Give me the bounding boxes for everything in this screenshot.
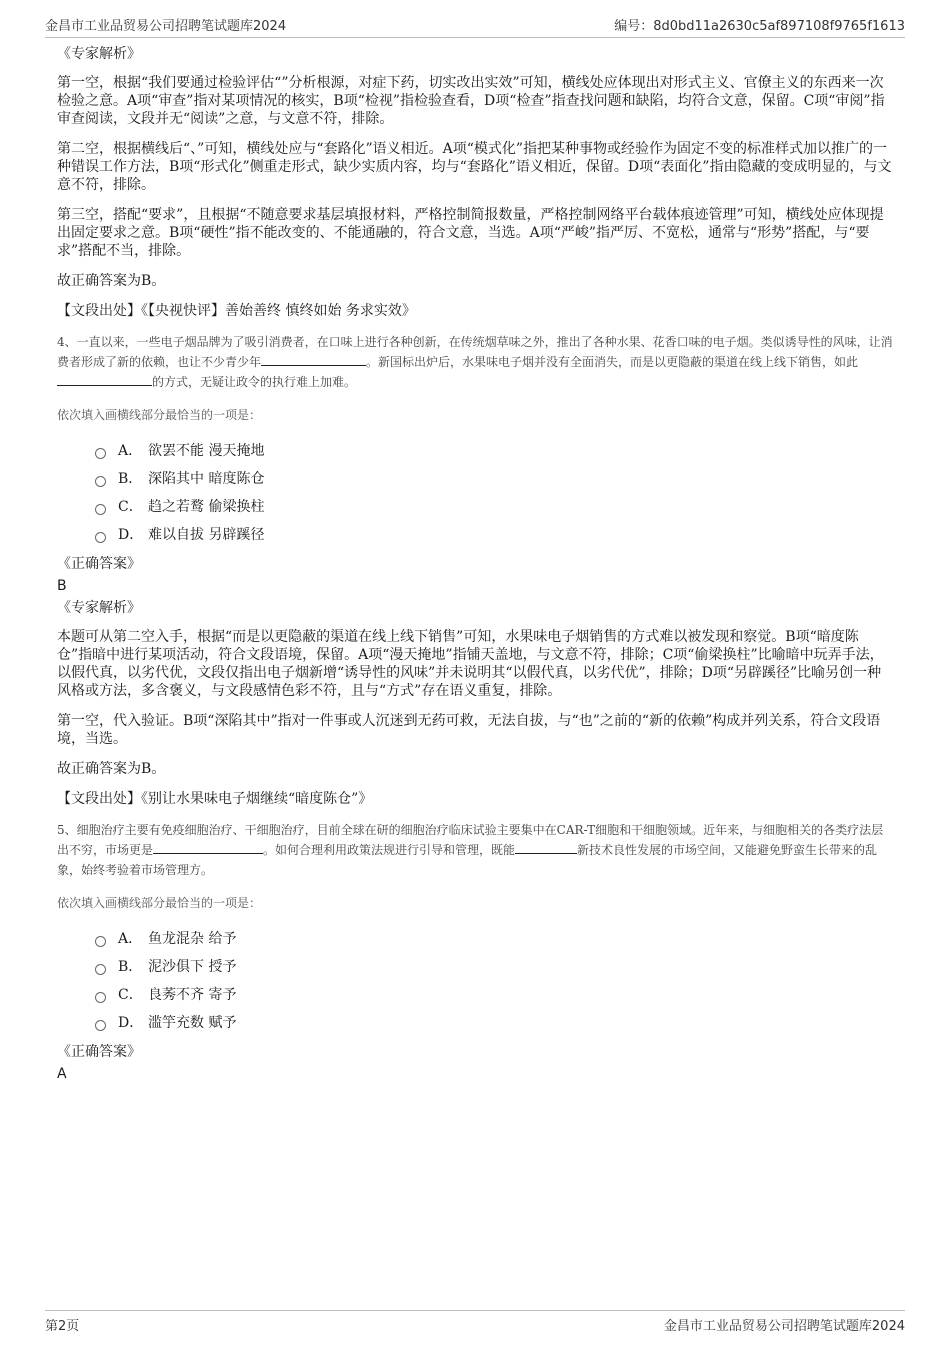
- fill-blank-2: [57, 373, 152, 386]
- radio-icon[interactable]: [95, 504, 106, 515]
- option-c[interactable]: C． 趋之若鹜 偷梁换柱: [95, 492, 893, 520]
- option-b[interactable]: B． 深陷其中 暗度陈仓: [95, 464, 893, 492]
- question-5-options: [95, 924, 893, 1036]
- question-4-text: 4、一直以来，一些电子烟品牌为了吸引消费者，在口味上进行各种创新，在传统烟草味之外，推出了各种水果、花香口味的电子烟。类似诱导性的风味，让消费者形成了新的依赖，也让不少青少年 。新国标出炉后，水果味电子烟并没有全面消失，而是以更隐蔽的渠道在线上线下销售，如此的方式，无疑让政令的执行难上加难。: [57, 335, 893, 389]
- correct-answer: A: [57, 1066, 67, 1082]
- footer-title: 金昌市工业品贸易公司招聘笔试题库2024: [663, 1318, 905, 1334]
- correct-answer-label: 《正确答案》: [57, 556, 141, 572]
- answer-conclusion: 故正确答案为B。: [57, 761, 166, 777]
- fill-blank-1: [261, 353, 366, 366]
- option-a[interactable]: A． 欲罢不能 漫天掩地: [95, 436, 893, 464]
- analysis-paragraph: 第三空，搭配“要求”，且根据“不随意要求基层填报材料，严格控制简报数量，严格控制网络平台载体痕迹管理”可知，横线处应体现提出固定要求之意。B项“硬性”指不能改变的、不能通融的，符合文意，当选。A项“严峻”指严厉、不宽松，通常与“形势”搭配，与“要求”搭配不当，排除。: [57, 207, 884, 259]
- radio-icon[interactable]: [95, 964, 106, 975]
- option-a[interactable]: A． 鱼龙混杂 给予: [95, 924, 893, 952]
- radio-icon[interactable]: [95, 532, 106, 543]
- answer-conclusion: 故正确答案为B。: [57, 273, 166, 289]
- radio-icon[interactable]: [95, 936, 106, 947]
- radio-icon[interactable]: [95, 476, 106, 487]
- page-header: [45, 14, 905, 38]
- fill-blank-2: [515, 841, 577, 854]
- analysis-paragraph: 第二空，根据横线后“、”可知，横线处应与“套路化”语义相近。A项“模式化”指把某种事物或经验作为固定不变的标准样式加以推广的一种错误工作方法，B项“形式化”侧重走形式，缺少实质内容，均与“套路化”语义相近，保留。D项“表面化”指由隐藏的变成明显的，与文意不符，排除。: [57, 141, 892, 193]
- radio-icon[interactable]: [95, 448, 106, 459]
- option-d[interactable]: D． 难以自拔 另辟蹊径: [95, 520, 893, 548]
- header-title: 金昌市工业品贸易公司招聘笔试题库2024: [45, 18, 287, 34]
- document-id: 编号：8d0bd11a2630c5af897108f9765f1613: [614, 18, 905, 34]
- page-footer: [45, 1310, 905, 1334]
- analysis-paragraph: 第一空，根据“我们要通过检验评估“”分析根源，对症下药，切实改出实效”可知，横线处应体现出对形式主义、官僚主义的东西来一次检验之意。A项“审查”指对某项情况的核实，B项“检视”指检验查看，D项“检查”指查找问题和缺陷，均符合文意，保留。C项“审阅”指审查阅读，文段并无“阅读”之意，与文意不符，排除。: [57, 75, 885, 127]
- expert-analysis-label: 《专家解析》: [57, 600, 141, 616]
- correct-answer-label: 《正确答案》: [57, 1044, 141, 1060]
- source-citation: 【文段出处】《别让水果味电子烟继续“暗度陈仓”》: [57, 791, 373, 807]
- expert-analysis-label: 《专家解析》: [57, 46, 141, 62]
- source-citation: 【文段出处】《【央视快评】善始善终 慎终如始 务求实效》: [57, 303, 416, 319]
- question-5-prompt: 依次填入画横线部分最恰当的一项是：: [57, 896, 262, 910]
- option-b[interactable]: B． 泥沙俱下 授予: [95, 952, 893, 980]
- analysis-paragraph: 第一空，代入验证。B项“深陷其中”指对一件事或人沉迷到无药可救，无法自拔，与“也”之前的“新的依赖”构成并列关系，符合文段语境，当选。: [57, 713, 881, 747]
- question-4-prompt: 依次填入画横线部分最恰当的一项是：: [57, 408, 262, 422]
- option-c[interactable]: C． 良莠不齐 寄予: [95, 980, 893, 1008]
- question-5-text: 5、细胞治疗主要有免疫细胞治疗、干细胞治疗，目前全球在研的细胞治疗临床试验主要集中在CAR-T细胞和干细胞领域。近年来，与细胞相关的各类疗法层出不穷，市场更是 。如何合理利用政策法规进行引导和管理，既能 新技术良性发展的市场空间，又能避免野蛮生长带来的乱象，始终考验着市场管理方。: [57, 823, 884, 877]
- page-content: [57, 42, 893, 1086]
- correct-answer: B: [57, 578, 67, 594]
- radio-icon[interactable]: [95, 1020, 106, 1031]
- page-number: 第2页: [45, 1318, 80, 1334]
- question-4-options: [95, 436, 893, 548]
- option-d[interactable]: D． 滥竽充数 赋予: [95, 1008, 893, 1036]
- fill-blank-1: [153, 841, 263, 854]
- analysis-paragraph: 本题可从第二空入手，根据“而是以更隐蔽的渠道在线上线下销售”可知，水果味电子烟销售的方式难以被发现和察觉。B项“暗度陈仓”指暗中进行某项活动，符合文段语境，保留。A项“漫天掩地”指铺天盖地，与文意不符，排除；C项“偷梁换柱”比喻暗中玩弄手法，以假代真，以劣代优，文段仅指出电子烟新增“诱导性的风味”并未说明其“以假代真，以劣代优”，排除；D项“另辟蹊径”比喻另创一种风格或方法，多含褒义，与文段感情色彩不符，且与“方式”存在语义重复，排除。: [57, 629, 884, 699]
- radio-icon[interactable]: [95, 992, 106, 1003]
